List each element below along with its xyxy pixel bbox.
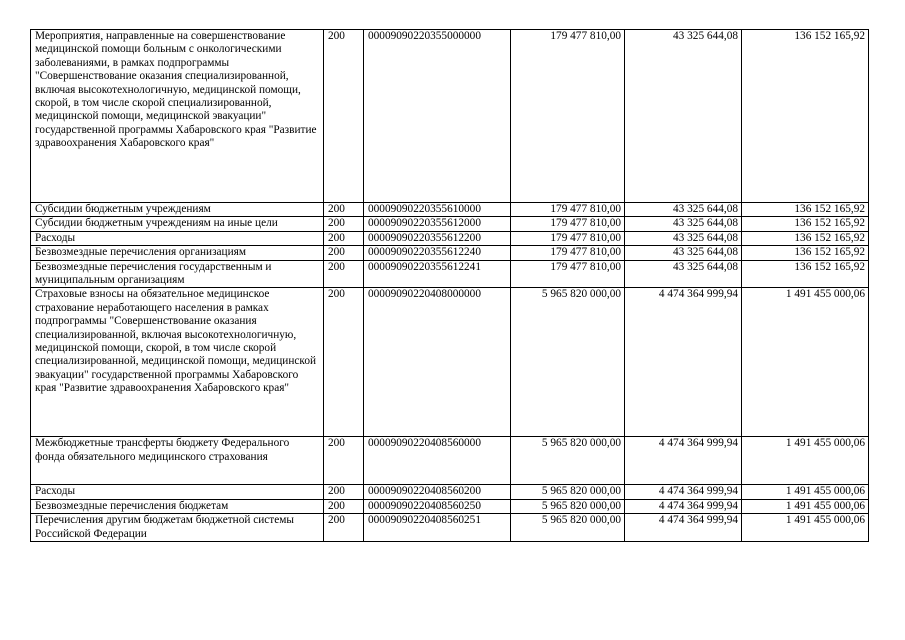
row-value-3: 136 152 165,92 <box>742 246 869 260</box>
row-value-1: 179 477 810,00 <box>511 217 625 231</box>
table-row <box>31 514 869 542</box>
table-row <box>31 203 869 217</box>
row-code: 200 <box>324 217 364 231</box>
table-row <box>31 246 869 260</box>
row-value-3: 136 152 165,92 <box>742 203 869 217</box>
row-code: 200 <box>324 246 364 260</box>
row-value-2: 4 474 364 999,94 <box>625 485 742 499</box>
row-value-2: 43 325 644,08 <box>625 231 742 245</box>
row-code: 200 <box>324 231 364 245</box>
row-value-2: 4 474 364 999,94 <box>625 288 742 437</box>
row-value-3: 136 152 165,92 <box>742 231 869 245</box>
row-name: Субсидии бюджетным учреждениям на иные цели <box>31 217 324 231</box>
row-value-3: 1 491 455 000,06 <box>742 499 869 513</box>
row-code: 200 <box>324 30 364 203</box>
row-target: 00009090220408560251 <box>364 514 511 542</box>
row-value-3: 1 491 455 000,06 <box>742 288 869 437</box>
row-target: 00009090220355612241 <box>364 260 511 288</box>
table-row <box>31 30 869 203</box>
row-value-1: 179 477 810,00 <box>511 30 625 203</box>
row-value-1: 179 477 810,00 <box>511 246 625 260</box>
row-code: 200 <box>324 485 364 499</box>
row-value-1: 5 965 820 000,00 <box>511 514 625 542</box>
row-value-2: 4 474 364 999,94 <box>625 437 742 485</box>
table-row <box>31 288 869 437</box>
row-value-1: 5 965 820 000,00 <box>511 485 625 499</box>
row-value-2: 43 325 644,08 <box>625 246 742 260</box>
row-value-2: 43 325 644,08 <box>625 30 742 203</box>
row-value-1: 179 477 810,00 <box>511 260 625 288</box>
row-code: 200 <box>324 514 364 542</box>
row-target: 00009090220355612000 <box>364 217 511 231</box>
row-target: 00009090220408560000 <box>364 437 511 485</box>
row-target: 00009090220408560200 <box>364 485 511 499</box>
row-target: 00009090220355612240 <box>364 246 511 260</box>
row-value-3: 1 491 455 000,06 <box>742 514 869 542</box>
row-name: Перечисления другим бюджетам бюджетной системы Российской Федерации <box>31 514 324 542</box>
row-name: Безвозмездные перечисления государственным и муниципальным организациям <box>31 260 324 288</box>
row-value-1: 5 965 820 000,00 <box>511 288 625 437</box>
table-row <box>31 437 869 485</box>
table-row <box>31 499 869 513</box>
row-target: 00009090220355000000 <box>364 30 511 203</box>
row-value-2: 4 474 364 999,94 <box>625 499 742 513</box>
row-name: Расходы <box>31 231 324 245</box>
row-name: Мероприятия, направленные на совершенствование медицинской помощи больным с онкологическими заболеваниями, в рамках подпрограммы "Совершенствование оказания специализированной, включая высокотехнологичную, медицинской помощи, скорой, в том числе скорой специализированной, медицинской помощи, медицинской эвакуации" государственной программы Хабаровского края "Развитие здравоохранения Хабаровского края" <box>31 30 324 203</box>
row-value-3: 1 491 455 000,06 <box>742 485 869 499</box>
row-value-1: 179 477 810,00 <box>511 231 625 245</box>
row-value-3: 1 491 455 000,06 <box>742 437 869 485</box>
table-row <box>31 231 869 245</box>
row-value-3: 136 152 165,92 <box>742 260 869 288</box>
row-value-2: 4 474 364 999,94 <box>625 514 742 542</box>
row-code: 200 <box>324 288 364 437</box>
row-value-2: 43 325 644,08 <box>625 217 742 231</box>
row-value-3: 136 152 165,92 <box>742 217 869 231</box>
row-name: Безвозмездные перечисления организациям <box>31 246 324 260</box>
budget-table <box>30 29 869 542</box>
row-value-2: 43 325 644,08 <box>625 260 742 288</box>
row-name: Субсидии бюджетным учреждениям <box>31 203 324 217</box>
row-name: Расходы <box>31 485 324 499</box>
row-value-3: 136 152 165,92 <box>742 30 869 203</box>
table-row <box>31 217 869 231</box>
row-target: 00009090220355610000 <box>364 203 511 217</box>
row-target: 00009090220408000000 <box>364 288 511 437</box>
row-target: 00009090220355612200 <box>364 231 511 245</box>
row-target: 00009090220408560250 <box>364 499 511 513</box>
row-value-1: 179 477 810,00 <box>511 203 625 217</box>
row-code: 200 <box>324 499 364 513</box>
row-code: 200 <box>324 203 364 217</box>
row-code: 200 <box>324 437 364 485</box>
table-row <box>31 260 869 288</box>
row-name: Безвозмездные перечисления бюджетам <box>31 499 324 513</box>
table-row <box>31 485 869 499</box>
row-value-1: 5 965 820 000,00 <box>511 499 625 513</box>
row-code: 200 <box>324 260 364 288</box>
row-value-2: 43 325 644,08 <box>625 203 742 217</box>
row-value-1: 5 965 820 000,00 <box>511 437 625 485</box>
row-name: Страховые взносы на обязательное медицинское страхование неработающего населения в рамках подпрограммы "Совершенствование оказания специализированной, включая высокотехнологичную, медицинской помощи, скорой, в том числе скорой специализированной, медицинской помощи, медицинской эвакуации" государственной программы Хабаровского края "Развитие здравоохранения Хабаровского края" <box>31 288 324 437</box>
row-name: Межбюджетные трансферты бюджету Федерального фонда обязательного медицинского страхования <box>31 437 324 485</box>
